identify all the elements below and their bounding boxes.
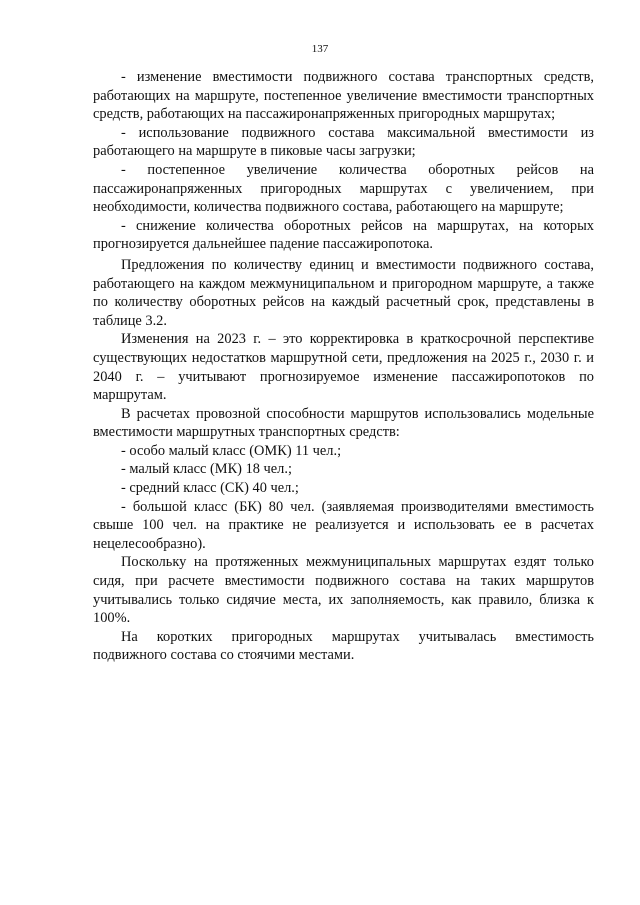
page-number: 137	[311, 43, 329, 55]
paragraph-intermunicipal-seating: Поскольку на протяженных межмуниципальных маршрутах ездят только сидя, при расчете вместимости подвижного состава на таких маршрутов учитывались только сидячие места, их заполняемость, как правило, близка к 100%.	[93, 554, 594, 627]
paragraph-proposals-table: Предложения по количеству единиц и вместимости подвижного состава, работающего на каждом межмуниципальном и пригородном маршруте, а также по количеству оборотных рейсов на каждый расчетный срок, представлены в таблице 3.2.	[93, 256, 594, 329]
paragraph-model-capacities: В расчетах провозной способности маршрутов использовались модельные вместимости маршрутных транспортных средств:	[93, 405, 594, 441]
list-item-mk: - малый класс (МК) 18 чел.;	[121, 461, 292, 478]
paragraph-changes-by-year: Изменения на 2023 г. – это корректировка в краткосрочной перспективе существующих недостатков маршрутной сети, предложения на 2025 г., 2030 г. и 2040 г. – учитывают прогнозируемое изменение пассажиропотоков по маршрутам.	[93, 331, 594, 404]
body-text	[93, 68, 594, 665]
list-item-bk: - большой класс (БК) 80 чел. (заявляемая производителями вместимость свыше 100 чел. на практике не реализуется и использовать ее в расчетах нецелесообразно).	[93, 498, 594, 552]
paragraph-suburban-standing: На коротких пригородных маршрутах учитывалась вместимость подвижного состава со стоячими местами.	[93, 628, 594, 664]
list-item-sk: - средний класс (СК) 40 чел.;	[121, 480, 299, 497]
paragraph-max-capacity-peak: - использование подвижного состава максимальной вместимости из работающего на маршруте в пиковые часы загрузки;	[93, 124, 594, 160]
paragraph-increase-trips: - постепенное увеличение количества оборотных рейсов на пассажиронапряженных пригородных маршрутах с увеличением, при необходимости, количества подвижного состава, работающего на маршруте;	[93, 161, 594, 216]
list-item-omk: - особо малый класс (ОМК) 11 чел.;	[121, 442, 342, 459]
paragraph-vehicle-capacity-change: - изменение вместимости подвижного состава транспортных средств, работающих на маршруте, постепенное увеличение вместимости транспортных средств, работающих на пассажиронапряженных пригородных маршрутах;	[93, 69, 594, 123]
paragraph-reduce-trips: - снижение количества оборотных рейсов на маршрутах, на которых прогнозируется дальнейшее падение пассажиропотока.	[93, 217, 594, 253]
